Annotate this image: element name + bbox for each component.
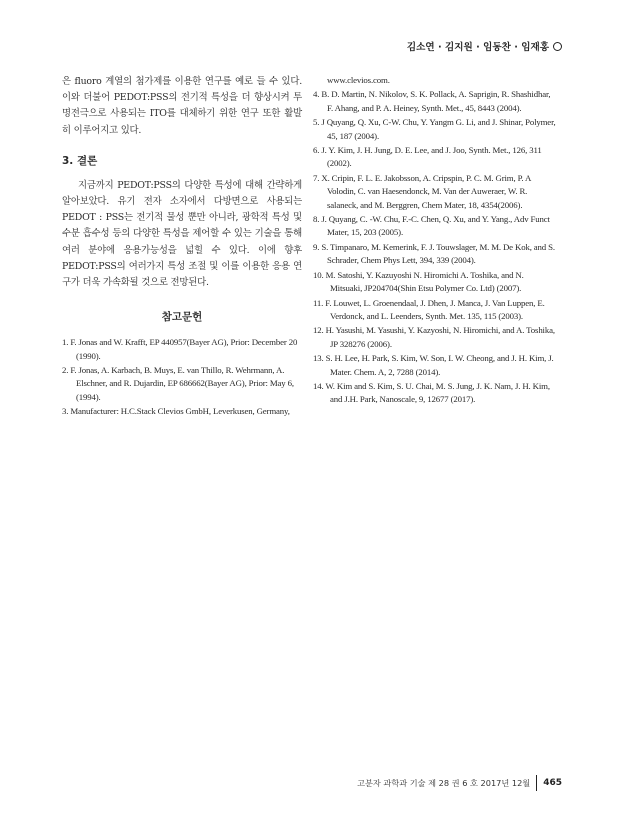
reference-number: 1.	[62, 337, 69, 348]
reference-item	[313, 116, 557, 143]
references-heading: 참고문헌	[161, 311, 203, 324]
reference-text: J. Quyang, C. -W. Chu, F.-C. Chen, Q. Xu, and Y. Yang., Adv Funct Mater, 15, 203 (2005).	[321, 214, 550, 238]
reference-text: B. D. Martin, N. Nikolov, S. K. Pollack, A. Saprigin, R. Shashidhar, F. Ahang, and P. A. Heiney, Synth. Met., 45, 8443 (2004).	[321, 89, 551, 113]
right-column	[313, 74, 557, 408]
reference-item	[62, 405, 302, 418]
header-authors: 김소연 · 김지원 · 임동찬 · 임재홍	[406, 42, 549, 53]
reference-number: 11.	[313, 297, 324, 308]
reference-item	[62, 364, 302, 404]
reference-number: 3.	[62, 406, 69, 417]
page-number: 465	[543, 778, 562, 788]
reference-item	[313, 172, 557, 212]
reference-text: J. Y. Kim, J. H. Jung, D. E. Lee, and J. Joo, Synth. Met., 126, 311 (2002).	[321, 145, 542, 169]
reference-text: M. Satoshi, Y. Kazuyoshi N. Hiromichi A. Toshika, and N. Mitsuaki, JP204704(Shin Etsu Polymer Co. Ltd) (2007).	[325, 269, 524, 294]
reference-number: 14.	[313, 380, 324, 391]
reference-number: 4.	[313, 89, 320, 100]
reference-text: W. Kim and S. Kim, S. U. Chai, M. S. Jung, J. K. Nam, J. H. Kim, and J.H. Park, Nanoscale, 9, 12677 (2017).	[325, 380, 550, 405]
reference-number: 9.	[313, 241, 320, 252]
reference-number: 2.	[62, 365, 69, 376]
reference-item	[313, 241, 557, 268]
reference-item	[313, 213, 557, 240]
reference-list-right	[313, 74, 557, 407]
reference-text: F. Jonas and W. Krafft, EP 440957(Bayer AG), Prior: December 20 (1990).	[70, 337, 298, 361]
reference-number: 12.	[313, 325, 324, 336]
reference-text: S. H. Lee, H. Park, S. Kim, W. Son, I. W. Cheong, and J. H. Kim, J. Mater. Chem. A, 2, 7288 (2014).	[325, 353, 554, 377]
reference-continuation: www.clevios.com.	[327, 75, 390, 85]
reference-item	[313, 352, 557, 379]
reference-item	[313, 269, 557, 296]
reference-item	[62, 336, 302, 363]
reference-item	[313, 380, 557, 407]
reference-item	[313, 297, 557, 324]
reference-text: F. Louwet, L. Groenendaal, J. Dhen, J. Manca, J. Van Luppen, E. Verdonck, and L. Leenders, Synth. Met. 135, 115 (2003).	[325, 297, 545, 321]
reference-list-left	[62, 336, 302, 418]
footer-divider	[536, 775, 537, 791]
conclusion-paragraph: 지금까지 PEDOT:PSS의 다양한 특성에 대해 간략하게 알아보았다. 유기 전자 소자에서 다방면으로 사용되는 PEDOT : PSS는 전기적 물성 뿐만 아니라, 광학적 특성 및 수분 흡수성 등의 다양한 특성을 제어할 수 있는 기술을 통해 여러 분야에 응용가능성을 넓힐 수 있다. 이에 향후 PEDOT:PSS의 여러가지 특성 조절 및 이를 이용한 응용 연구가 더욱 가속화될 것으로 전망된다.	[62, 179, 302, 289]
left-column	[62, 74, 302, 420]
reference-number: 6.	[313, 145, 320, 156]
reference-number: 7.	[313, 172, 320, 183]
journal-info: 고분자 과학과 기술 제 28 권 6 호 2017년 12월	[357, 777, 531, 788]
reference-text: H. Yasushi, M. Yasushi, Y. Kazyoshi, N. Hiromichi, and A. Toshika, JP 328276 (2006).	[325, 325, 555, 349]
reference-text: X. Cripin, F. L. E. Jakobsson, A. Cripspin, P. C. M. Grim, P. A Volodin, C. van Haesendonck, M. Van der Auweraer, W. R. salaneck, and M. Berggren, Chem Mater, 18, 4354(2006).	[321, 172, 531, 210]
reference-text: Manufacturer: H.C.Stack Clevios GmbH, Leverkusen, Germany,	[70, 406, 290, 417]
reference-text: J Quyang, Q. Xu, C-W. Chu, Y. Yangm G. Li, and J. Shinar, Polymer, 45, 187 (2004).	[321, 117, 556, 141]
reference-number: 8.	[313, 214, 320, 225]
reference-item	[313, 88, 557, 115]
reference-number: 13.	[313, 353, 324, 364]
page-footer	[357, 775, 562, 791]
running-header	[407, 39, 562, 53]
reference-item	[313, 144, 557, 171]
reference-number: 10.	[313, 269, 324, 280]
conclusion-heading: 3. 결론	[62, 154, 98, 167]
reference-text: F. Jonas, A. Karbach, B. Muys, E. van Thillo, R. Wehrmann, A. Elschner, and R. Dujardin, EP 686662(Bayer AG), Prior: May 6, (1994).	[70, 365, 294, 402]
reference-number: 5.	[313, 117, 320, 128]
reference-text: S. Timpanaro, M. Kemerink, F. J. Touwslager, M. M. De Kok, and S. Schrader, Chem Phys Lett, 394, 339 (2004).	[321, 241, 555, 266]
reference-item	[313, 324, 557, 351]
intro-paragraph: 은 fluoro 계열의 첨가제를 이용한 연구를 예로 들 수 있다. 이와 더불어 PEDOT:PSS의 전기적 특성을 더 향상시켜 투명전극으로 사용되는 ITO를 대체하기 위한 연구 또한 활발히 이루어지고 있다.	[62, 76, 302, 136]
circle-bullet-icon	[553, 42, 562, 51]
